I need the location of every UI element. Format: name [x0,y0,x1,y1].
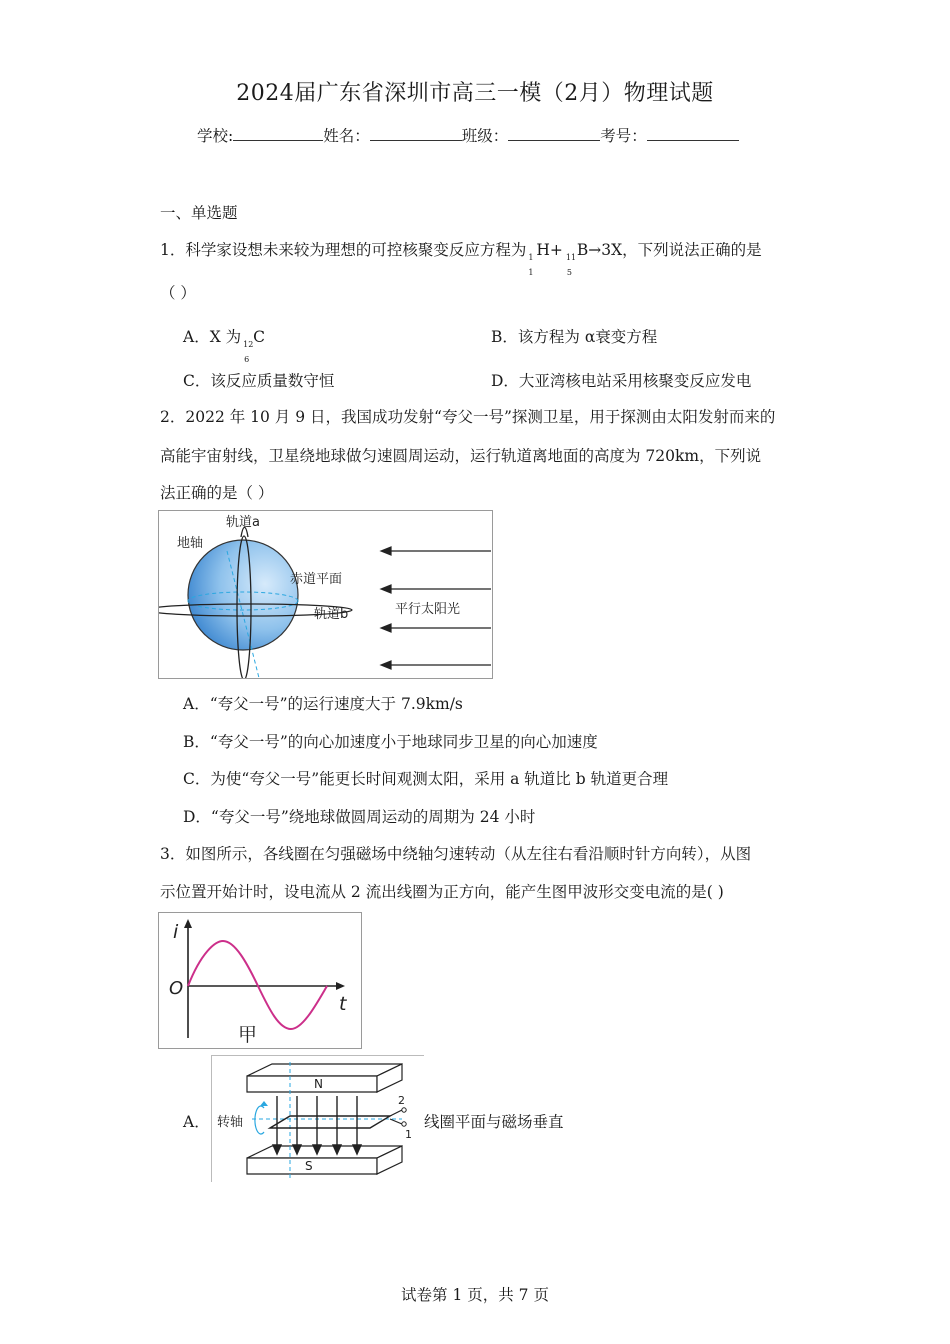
b-symbol: B [576,241,589,259]
q3-option-a-text: 线圈平面与磁场垂直 [424,1113,564,1131]
terminal-2-label: 2 [398,1094,405,1107]
satellite-orbit-figure [158,510,493,679]
exam-no-label: 考号： [600,127,647,145]
coil-magnet-figure [211,1055,424,1182]
h-atomic-number: 1 [528,268,534,277]
satellite-orbit-diagram [159,511,492,678]
sunlight-arrowhead [381,585,391,593]
b-mass-number: 11 [565,253,577,262]
origin-label: O [169,978,184,999]
sine-curve [188,941,327,1029]
q2-stem-line2: 高能宇宙射线，卫星绕地球做匀速圆周运动，运行轨道离地面的高度为 720km，下列说 [160,447,762,465]
waveform-figure [158,912,362,1049]
q2-option-a[interactable]: A．“夸父一号”的运行速度大于 7.9km/s [183,695,463,713]
q3-stem-line1: 3．如图所示，各线圈在匀强磁场中绕轴匀速转动（从左往右看沿顺时针方向转），从图 [160,845,752,863]
terminal-2 [402,1108,406,1112]
s-pole-label: S [305,1159,313,1173]
sine-wave-graph [159,913,361,1048]
sunlight-arrowhead [381,547,391,555]
q1-stem-tail: ，下列说法正确的是 [622,241,762,259]
orbit-b-label: 轨道b [314,607,349,622]
q2-option-c[interactable]: C．为使“夸父一号”能更长时间观测太阳，采用 a 轨道比 b 轨道更合理 [183,770,669,788]
q1-option-a[interactable] [183,325,266,364]
q1-option-c[interactable]: C．该反应质量数守恒 [183,372,335,390]
n-magnet-top [247,1064,402,1076]
q1-stem [160,238,762,277]
q3-option-a-label[interactable]: A． [183,1113,210,1131]
c-atomic-number: 6 [244,355,250,364]
q3-stem-line2: 示位置开始计时，设电流从 2 流出线圈为正方向，能产生图甲波形交变电流的是( ) [160,883,724,901]
coil-magnet-diagram [212,1056,424,1182]
earth-axis-label: 地轴 [177,536,204,551]
c-mass-number: 12 [243,340,254,349]
i-axis-label: i [173,921,179,943]
n-pole-label: N [314,1077,323,1091]
rotation-arrowhead-icon [260,1101,268,1106]
coil-lead-2 [390,1110,402,1116]
figure-caption-jia: 甲 [238,1024,258,1046]
school-label: 学校: [197,127,234,145]
class-blank[interactable] [508,126,600,141]
q1-answer-paren: （ ） [160,284,196,302]
n-magnet-front [247,1076,377,1092]
c-symbol: C [253,328,266,346]
q2-option-b[interactable]: B．“夸父一号”的向心加速度小于地球同步卫星的向心加速度 [183,733,598,751]
t-axis-arrowhead [336,982,345,990]
q2-stem-line3: 法正确的是（ ） [160,484,274,502]
b-atomic-number: 5 [566,268,572,277]
equator-plane-label: 赤道平面 [290,572,343,587]
q2-stem-line1: 2．2022 年 10 月 9 日，我国成功发射“夸父一号”探测卫星，用于探测由太阳发射而来的 [160,408,776,426]
coil-lead-1 [390,1119,402,1124]
i-axis-arrowhead [184,919,192,928]
q1-stem-text: 1．科学家设想未来较为理想的可控核聚变反应方程为 [160,241,527,259]
q1-option-b[interactable]: B．该方程为 α衰变方程 [491,328,658,346]
q1-option-a-text: A．X 为 [183,328,242,346]
field-lines [273,1096,361,1154]
t-axis-label: t [339,993,347,1015]
terminal-1 [402,1122,406,1126]
student-info [197,124,739,146]
sunlight-arrowhead [381,624,391,632]
name-label: 姓名： [323,127,370,145]
class-label: 班级： [461,127,509,145]
coil-loop [270,1116,390,1128]
section-heading: 一、单选题 [160,204,238,222]
earth-globe [188,540,298,650]
reaction-product: →3X [588,241,623,259]
exam-no-blank[interactable] [647,126,739,141]
name-blank[interactable] [370,126,462,141]
page-title: 2024届广东省深圳市高三一模（2月）物理试题 [236,81,714,106]
school-blank[interactable] [233,126,323,141]
sunlight-label: 平行太阳光 [395,602,461,617]
h-mass-number: 1 [528,253,534,262]
terminal-1-label: 1 [405,1128,412,1141]
page-footer: 试卷第 1 页，共 7 页 [401,1286,549,1304]
q1-option-d[interactable]: D．大亚湾核电站采用核聚变反应发电 [491,372,752,390]
q2-option-d[interactable]: D．“夸父一号”绕地球做圆周运动的周期为 24 小时 [183,808,536,826]
h-symbol: H+ [536,241,563,259]
s-magnet-top [247,1146,402,1158]
orbit-a-label: 轨道a [226,515,260,530]
sunlight-arrowhead [381,661,391,669]
rotation-arrow-icon [255,1106,264,1134]
rotation-axis-label: 转轴 [217,1115,244,1130]
